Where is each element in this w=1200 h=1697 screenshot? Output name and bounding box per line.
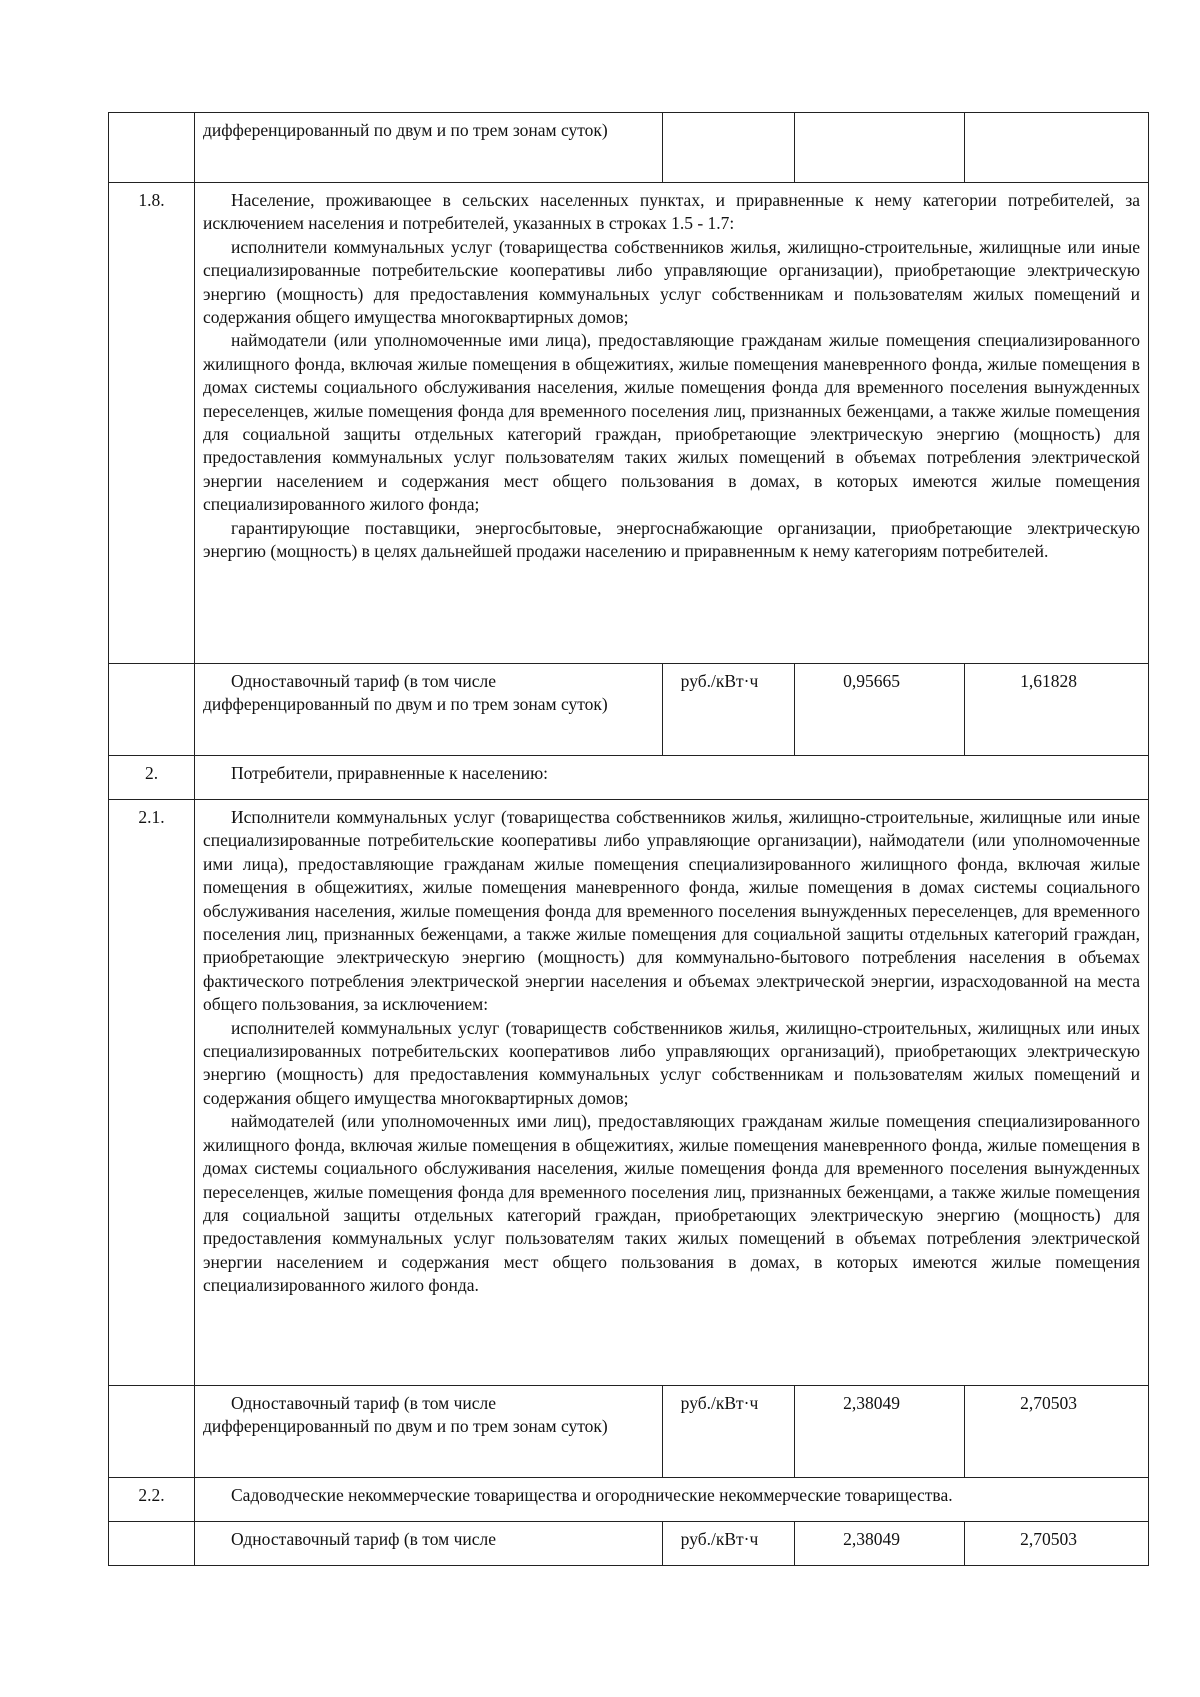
- tariff-label-cell: [195, 1386, 663, 1478]
- paragraph: гарантирующие поставщики, энергосбытовые, энергоснабжающие организации, приобретающие электрическую энергию (мощность) в целях дальнейшей продажи населению и приравненным к нему категориям потребителей.: [203, 517, 1140, 562]
- paragraph: исполнителей коммунальных услуг (товариществ собственников жилья, жилищно-строительных, жилищных или иных специализированных потребительских кооперативов либо управляющих организаций), приобретающих электрическую энергию (мощность) для предоставления коммунальных услуг собственникам и пользователям жилых помещений и содержания общего имущества многоквартирных домов;: [203, 1017, 1140, 1108]
- tariff-table: [108, 112, 1149, 1566]
- tariff-value-1: 2,38049: [795, 1522, 965, 1566]
- paragraph: Садоводческие некоммерческие товарищества и огороднические некоммерческие товарищества.: [231, 1485, 953, 1505]
- row-number-cell: [109, 664, 195, 756]
- tariff-unit: руб./кВт·ч: [663, 664, 795, 756]
- paragraph: наймодатели (или уполномоченные ими лица), предоставляющие гражданам жилые помещения специализированного жилищного фонда, включая жилые помещения в общежитиях, жилые помещения маневренного фонда, жилые помещения в домах системы социального обслуживания населения, жилые помещения фонда для временного поселения вынужденных переселенцев, жилые помещения фонда для временного поселения лиц, признанных беженцами, а также жилые помещения для социальной защиты отдельных категорий граждан, приобретающие электрическую энергию (мощность) для предоставления коммунальных услуг пользователям таких жилых помещений в объемах потребления электрической энергии населением и содержания мест общего пользования в домах, в которых имеются жилые помещения специализированного жилого фонда;: [203, 330, 1140, 515]
- paragraph: исполнители коммунальных услуг (товарищества собственников жилья, жилищно-строительные, жилищные или иные специализированные потребительские кооперативы либо управляющие организации), приобретающие электрическую энергию (мощность) для предоставления коммунальных услуг собственникам и пользователям жилых помещений и содержания общего имущества многоквартирных домов;: [203, 236, 1140, 328]
- tariff-label-cell: [195, 1522, 663, 1566]
- row-number: 2.: [109, 756, 195, 800]
- tariff-value-2: 2,70503: [965, 1386, 1149, 1478]
- tariff-unit: руб./кВт·ч: [663, 1522, 795, 1566]
- table-row-tariff-1-8: [109, 664, 1149, 756]
- tariff-label: Одноставочный тариф (в том числе: [231, 1529, 497, 1549]
- table-row-2-2: [109, 1478, 1149, 1522]
- paragraph: Потребители, приравненные к населению:: [231, 763, 549, 783]
- tariff-label-cell: [195, 664, 663, 756]
- table-row-continuation: [109, 113, 1149, 183]
- paragraph: наймодателей (или уполномоченных ими лиц), предоставляющих гражданам жилые помещения специализированного жилищного фонда, включая жилые помещения в общежитиях, жилые помещения маневренного фонда, жилые помещения в домах системы социального обслуживания населения, жилые помещения фонда для временного поселения вынужденных переселенцев, жилые помещения фонда для временного поселения лиц, признанных беженцами, а также жилые помещения для социальной защиты отдельных категорий граждан, приобретающих электрическую энергию (мощность) для предоставления коммунальных услуг пользователям таких жилых помещений в объемах потребления электрической энергии населением и содержания мест общего пользования в домах, в которых имеются жилые помещения специализированного жилого фонда.: [203, 1111, 1140, 1296]
- tariff-value-1: 2,38049: [795, 1386, 965, 1478]
- row-number: 1.8.: [109, 183, 195, 664]
- row-number-cell: [109, 113, 195, 183]
- tariff-label-cell: [195, 113, 663, 183]
- table-row-tariff-2-2: [109, 1522, 1149, 1566]
- paragraph: Население, проживающее в сельских населенных пунктах, и приравненные к нему категории потребителей, за исключением населения и потребителей, указанных в строках 1.5 - 1.7:: [203, 190, 1140, 234]
- tariff-label: дифференцированный по двум и по трем зонам суток): [203, 120, 608, 140]
- row-number: 2.2.: [109, 1478, 195, 1522]
- row-description: [195, 183, 1149, 664]
- table-row-2: [109, 756, 1149, 800]
- table-row-tariff-2-1: [109, 1386, 1149, 1478]
- value2-cell: [965, 113, 1149, 183]
- row-description: [195, 756, 1149, 800]
- value1-cell: [795, 113, 965, 183]
- row-description: [195, 800, 1149, 1386]
- row-number: 2.1.: [109, 800, 195, 1386]
- table-row-2-1: [109, 800, 1149, 1386]
- paragraph: Исполнители коммунальных услуг (товарищества собственников жилья, жилищно-строительные, жилищные или иные специализированные потребительские кооперативы либо управляющие организации), наймодатели (или уполномоченные ими лица), предоставляющие гражданам жилые помещения специализированного жилищного фонда, включая жилые помещения в общежитиях, жилые помещения маневренного фонда, жилые помещения в домах системы социального обслуживания населения, жилые помещения фонда для временного поселения вынужденных переселенцев, для временного поселения лиц, признанных беженцами, а также жилые помещения для социальной защиты отдельных категорий граждан, приобретающие электрическую энергию (мощность) для коммунально-бытового потребления населения в объемах фактического потребления электрической энергии населения и объемах электрической энергии, израсходованной на места общего пользования, за исключением:: [203, 807, 1140, 1015]
- tariff-value-2: 2,70503: [965, 1522, 1149, 1566]
- tariff-label: Одноставочный тариф (в том числе дифференцированный по двум и по трем зонам суток): [203, 1393, 608, 1437]
- row-description: [195, 1478, 1149, 1522]
- row-number-cell: [109, 1386, 195, 1478]
- row-number-cell: [109, 1522, 195, 1566]
- unit-cell: [663, 113, 795, 183]
- tariff-value-1: 0,95665: [795, 664, 965, 756]
- tariff-unit: руб./кВт·ч: [663, 1386, 795, 1478]
- tariff-value-2: 1,61828: [965, 664, 1149, 756]
- tariff-label: Одноставочный тариф (в том числе дифференцированный по двум и по трем зонам суток): [203, 671, 608, 715]
- table-row-1-8: [109, 183, 1149, 664]
